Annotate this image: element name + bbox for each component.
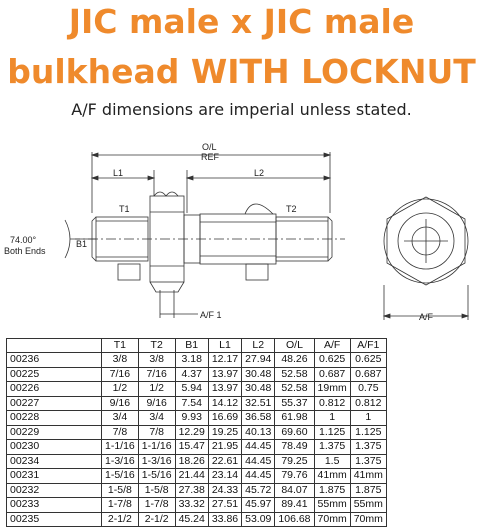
- table-cell: 1-5/8: [138, 483, 175, 498]
- end-view: [384, 197, 468, 320]
- b1-label: B1: [76, 239, 88, 249]
- table-cell: 44.45: [242, 440, 275, 455]
- table-cell: 44.45: [242, 454, 275, 469]
- table-cell: 3/4: [102, 411, 139, 426]
- column-header: L2: [242, 339, 275, 353]
- table-cell: 9/16: [138, 396, 175, 411]
- table-cell: 1-1/16: [102, 440, 139, 455]
- dimensions-table: [6, 338, 387, 527]
- table-cell: 7.54: [175, 396, 208, 411]
- table-cell: 1: [314, 411, 350, 426]
- t1-label: T1: [119, 204, 130, 214]
- table-row: [7, 396, 387, 411]
- ref-label: REF: [201, 152, 219, 162]
- table-cell: 7/8: [102, 425, 139, 440]
- table-cell: 89.41: [275, 498, 314, 513]
- table-cell: 1-7/8: [102, 498, 139, 513]
- af-label: A/F: [419, 312, 434, 322]
- table-cell: 1.125: [350, 425, 386, 440]
- table-cell: 21.95: [208, 440, 241, 455]
- table-row: [7, 440, 387, 455]
- table-cell: 1-5/16: [138, 469, 175, 484]
- af1-label: A/F 1: [200, 310, 222, 320]
- column-header: [7, 339, 102, 353]
- table-row: [7, 454, 387, 469]
- table-row: [7, 512, 387, 527]
- table-cell: 30.48: [242, 367, 275, 382]
- table-cell: 106.68: [275, 512, 314, 527]
- table-cell: 1/2: [102, 382, 139, 397]
- table-row: [7, 425, 387, 440]
- table-cell: 14.12: [208, 396, 241, 411]
- table-cell: 1.5: [314, 454, 350, 469]
- table-cell: 24.33: [208, 483, 241, 498]
- table-cell: 5.94: [175, 382, 208, 397]
- table-cell: 1.375: [314, 440, 350, 455]
- l1-label: L1: [113, 168, 124, 178]
- table-cell: 1-5/16: [102, 469, 139, 484]
- table-cell: 0.625: [314, 353, 350, 368]
- table-cell: 69.60: [275, 425, 314, 440]
- table-cell: 61.98: [275, 411, 314, 426]
- table-cell: 0.812: [314, 396, 350, 411]
- part-number-cell: 00229: [7, 425, 102, 440]
- table-row: [7, 367, 387, 382]
- part-number-cell: 00236: [7, 353, 102, 368]
- table-cell: 7/8: [138, 425, 175, 440]
- part-number-cell: 00235: [7, 512, 102, 527]
- part-number-cell: 00225: [7, 367, 102, 382]
- t2-label: T2: [286, 204, 297, 214]
- table-cell: 70mm: [350, 512, 386, 527]
- table-cell: 1.125: [314, 425, 350, 440]
- table-header: [7, 339, 387, 353]
- table-cell: 79.76: [275, 469, 314, 484]
- table-cell: 52.58: [275, 367, 314, 382]
- table-cell: 33.86: [208, 512, 241, 527]
- table-cell: 3/8: [102, 353, 139, 368]
- table-cell: 9/16: [102, 396, 139, 411]
- table-cell: 36.58: [242, 411, 275, 426]
- column-header: T2: [138, 339, 175, 353]
- table-cell: 1.875: [350, 483, 386, 498]
- table-cell: 79.25: [275, 454, 314, 469]
- table-cell: 3/8: [138, 353, 175, 368]
- table-cell: 45.72: [242, 483, 275, 498]
- table-cell: 23.14: [208, 469, 241, 484]
- angle-label: 74.00°: [10, 235, 37, 245]
- table-cell: 12.29: [175, 425, 208, 440]
- table-cell: 84.07: [275, 483, 314, 498]
- angle-sub-label: Both Ends: [4, 246, 46, 256]
- table-cell: 53.09: [242, 512, 275, 527]
- table-row: [7, 382, 387, 397]
- column-header: B1: [175, 339, 208, 353]
- table-cell: 7/16: [102, 367, 139, 382]
- table-cell: 44.45: [242, 469, 275, 484]
- table-cell: 55.37: [275, 396, 314, 411]
- table-cell: 45.97: [242, 498, 275, 513]
- table-cell: 2-1/2: [102, 512, 139, 527]
- part-number-cell: 00232: [7, 483, 102, 498]
- column-header: T1: [102, 339, 139, 353]
- table-cell: 41mm: [350, 469, 386, 484]
- table-cell: 1/2: [138, 382, 175, 397]
- technical-drawing: [0, 130, 483, 335]
- table-cell: 1.375: [350, 454, 386, 469]
- table-cell: 55mm: [350, 498, 386, 513]
- title-line-1: JIC male x JIC male: [68, 2, 415, 41]
- table-cell: 3.18: [175, 353, 208, 368]
- table-cell: 1-1/16: [138, 440, 175, 455]
- table-row: [7, 498, 387, 513]
- column-header: O/L: [275, 339, 314, 353]
- table-cell: 1-5/8: [102, 483, 139, 498]
- table-cell: 2-1/2: [138, 512, 175, 527]
- table-cell: 19.25: [208, 425, 241, 440]
- table-cell: 0.812: [350, 396, 386, 411]
- part-number-cell: 00234: [7, 454, 102, 469]
- table-cell: 0.625: [350, 353, 386, 368]
- table-cell: 1.375: [350, 440, 386, 455]
- table-cell: 16.69: [208, 411, 241, 426]
- column-header: A/F1: [350, 339, 386, 353]
- table-cell: 41mm: [314, 469, 350, 484]
- table-cell: 1.875: [314, 483, 350, 498]
- part-number-cell: 00226: [7, 382, 102, 397]
- table-cell: 40.13: [242, 425, 275, 440]
- part-number-cell: 00233: [7, 498, 102, 513]
- table-cell: 7/16: [138, 367, 175, 382]
- table-cell: 27.38: [175, 483, 208, 498]
- table-cell: 33.32: [175, 498, 208, 513]
- table-cell: 4.37: [175, 367, 208, 382]
- table-cell: 55mm: [314, 498, 350, 513]
- table-cell: 13.97: [208, 367, 241, 382]
- table-cell: 22.61: [208, 454, 241, 469]
- subtitle: A/F dimensions are imperial unless stated.: [71, 100, 412, 119]
- l2-label: L2: [254, 168, 265, 178]
- table-cell: 12.17: [208, 353, 241, 368]
- table-cell: 0.75: [350, 382, 386, 397]
- table-cell: 21.44: [175, 469, 208, 484]
- table-row: [7, 411, 387, 426]
- column-header: L1: [208, 339, 241, 353]
- part-number-cell: 00227: [7, 396, 102, 411]
- table-cell: 13.97: [208, 382, 241, 397]
- table-cell: 30.48: [242, 382, 275, 397]
- table-cell: 9.93: [175, 411, 208, 426]
- table-cell: 0.687: [314, 367, 350, 382]
- table-cell: 1-3/16: [138, 454, 175, 469]
- table-cell: 48.26: [275, 353, 314, 368]
- table-cell: 18.26: [175, 454, 208, 469]
- part-number-cell: 00230: [7, 440, 102, 455]
- table-cell: 78.49: [275, 440, 314, 455]
- table-row: [7, 353, 387, 368]
- table-cell: 19mm: [314, 382, 350, 397]
- table-cell: 32.51: [242, 396, 275, 411]
- part-number-cell: 00228: [7, 411, 102, 426]
- table-cell: 1: [350, 411, 386, 426]
- title-line-2: bulkhead WITH LOCKNUT: [7, 52, 476, 91]
- column-header: A/F: [314, 339, 350, 353]
- ol-label: O/L: [202, 142, 217, 152]
- table-cell: 1-7/8: [138, 498, 175, 513]
- table-row: [7, 469, 387, 484]
- part-number-cell: 00231: [7, 469, 102, 484]
- table-cell: 27.94: [242, 353, 275, 368]
- table-cell: 52.58: [275, 382, 314, 397]
- table-cell: 27.51: [208, 498, 241, 513]
- table-cell: 15.47: [175, 440, 208, 455]
- table-row: [7, 483, 387, 498]
- table-cell: 70mm: [314, 512, 350, 527]
- table-cell: 0.687: [350, 367, 386, 382]
- table-cell: 1-3/16: [102, 454, 139, 469]
- table-cell: 45.24: [175, 512, 208, 527]
- table-cell: 3/4: [138, 411, 175, 426]
